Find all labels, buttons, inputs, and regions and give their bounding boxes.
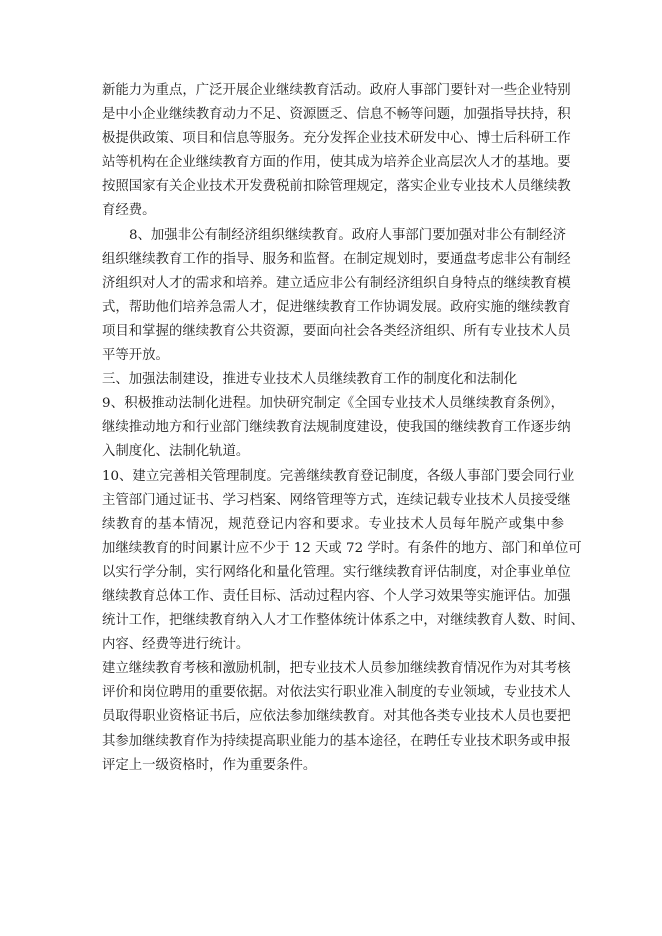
text-line: 极提供政策、项目和信息等服务。充分发挥企业技术研发中心、博士后科研工作: [102, 131, 571, 147]
section-heading-text: 三、加强法制建设，推进专业技术人员继续教育工作的制度化和法制化: [102, 372, 518, 388]
text-line: 新能力为重点，广泛开展企业继续教育活动。政府人事部门要针对一些企业特别: [102, 83, 571, 98]
paragraph-enterprise-education: [102, 79, 571, 224]
text-line: 以实行学分制，实行网络化和量化管理。实行继续教育评估制度，对企事业单位: [102, 564, 571, 580]
text-line: 统计工作，把继续教育纳入人才工作整体统计体系之中，对继续教育人数、时间、: [102, 613, 585, 629]
text-line: 站等机构在企业继续教育方面的作用，使其成为培养企业高层次人才的基地。要: [102, 155, 571, 171]
text-line: 平等开放。: [102, 348, 169, 364]
text-line: 评价和岗位聘用的重要依据。对依法实行职业准入制度的专业领域，专业技术人: [102, 685, 571, 701]
text-line: 式，帮助他们培养急需人才，促进继续教育工作协调发展。政府实施的继续教育: [102, 299, 571, 315]
text-line: 内容、经费等进行统计。: [102, 637, 250, 653]
text-line: 继续推动地方和行业部门继续教育法规制度建设，使我国的继续教育工作逐步纳: [102, 420, 571, 436]
document-body: [102, 79, 585, 778]
text-line: 9、积极推动法制化进程。加快研究制定《全国专业技术人员继续教育条例》，: [102, 396, 564, 412]
text-line: 其参加继续教育作为持续提高职业能力的基本途径，在聘任专业技术职务或申报: [102, 733, 571, 749]
text-line: 继续教育总体工作、责任目标、活动过程内容、个人学习效果等实施评估。加强: [102, 588, 571, 604]
text-line: 加继续教育的时间累计应不少于 12 天或 72 学时。有条件的地方、部门和单位可: [102, 540, 582, 556]
text-line: 员取得职业资格证书后，应依法参加继续教育。对其他各类专业技术人员也要把: [102, 709, 571, 725]
paragraph-item-9: [102, 392, 571, 464]
paragraph-assessment-incentives: [102, 657, 571, 777]
text-line: 组织继续教育工作的指导、服务和监督。在制定规划时，要通盘考虑非公有制经: [102, 251, 571, 267]
text-line: 主管部门通过证书、学习档案、网络管理等方式，连续记载专业技术人员接受继: [102, 492, 571, 508]
paragraph-item-10: [102, 465, 585, 658]
text-line: 建立继续教育考核和激励机制，把专业技术人员参加继续教育情况作为对其考核: [102, 661, 571, 677]
text-line: 入制度化、法制化轨道。: [102, 444, 250, 460]
text-line: 是中小企业继续教育动力不足、资源匮乏、信息不畅等问题，加强指导扶持，积: [102, 107, 571, 123]
text-line: 10、建立完善相关管理制度。完善继续教育登记制度，各级人事部门要会同行业: [102, 468, 575, 484]
text-line: 评定上一级资格时，作为重要条件。: [102, 757, 317, 773]
text-line: 8、加强非公有制经济组织继续教育。政府人事部门要加强对非公有制经济: [129, 227, 567, 243]
text-line: 续教育的基本情况，规范登记内容和要求。专业技术人员每年脱产或集中参: [102, 516, 564, 532]
text-line: 按照国家有关企业技术开发费税前扣除管理规定，落实企业专业技术人员继续教: [102, 179, 571, 195]
paragraph-item-8: [102, 224, 571, 369]
text-line: 育经费。: [102, 203, 156, 219]
text-line: 济组织对人才的需求和培养。建立适应非公有制经济组织自身特点的继续教育模: [102, 275, 571, 291]
section-heading-3: [102, 368, 564, 392]
text-line: 项目和掌握的继续教育公共资源，要面向社会各类经济组织、所有专业技术人员: [102, 323, 571, 339]
